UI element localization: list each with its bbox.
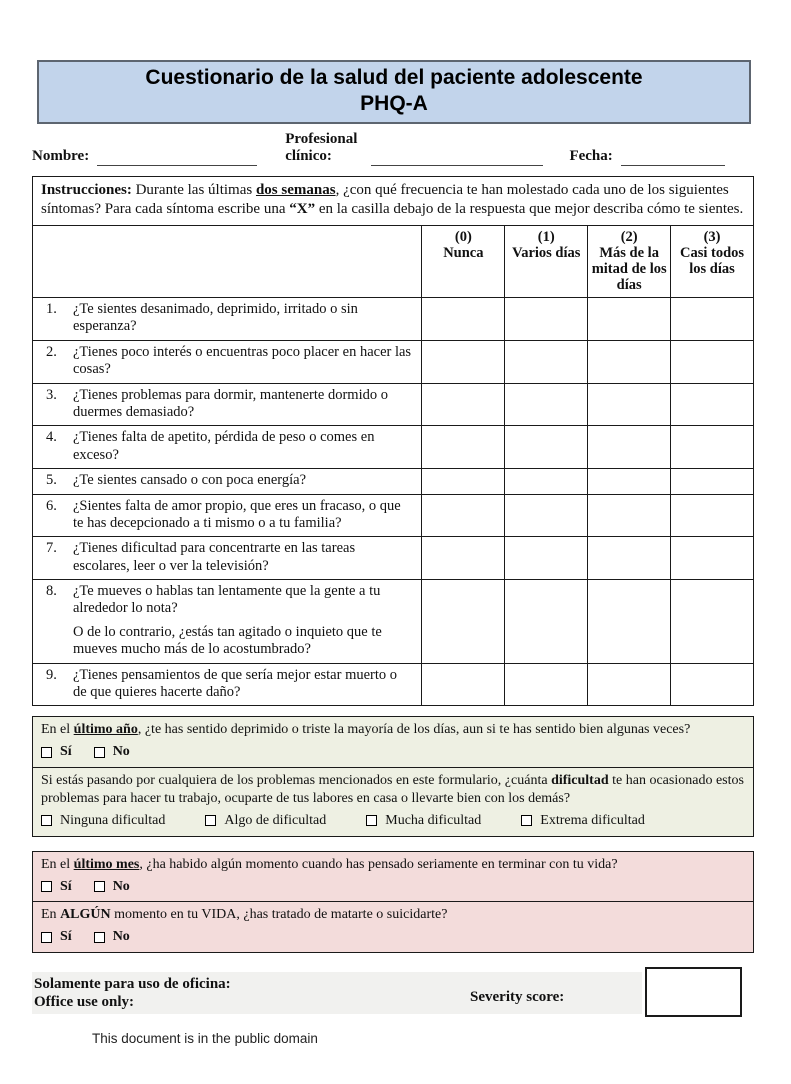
lifetime-seg3: momento en tu VIDA, ¿has tratado de matarte o suicidarte? — [110, 907, 448, 923]
checkbox-icon[interactable] — [41, 932, 52, 943]
answer-cell-q3-0[interactable] — [422, 383, 505, 426]
answer-cell-q1-0[interactable] — [422, 298, 505, 341]
question-number: 8. — [46, 583, 57, 600]
difficulty-label-extrema: Extrema dificultad — [540, 812, 645, 828]
question-number: 6. — [46, 497, 57, 514]
question-number: 3. — [46, 386, 57, 403]
checkbox-icon[interactable] — [41, 815, 52, 826]
last-month-emphasis: último mes — [73, 856, 140, 872]
followup-section — [32, 716, 754, 837]
clinician-input-line[interactable] — [371, 148, 543, 166]
answer-cell-q6-2[interactable] — [588, 494, 671, 537]
answer-cell-q6-1[interactable] — [505, 494, 588, 537]
checkbox-icon[interactable] — [94, 881, 105, 892]
last-year-question-text — [41, 721, 747, 739]
checkbox-icon[interactable] — [41, 881, 52, 892]
difficulty-seg1: Si estás pasando por cualquiera de los problemas mencionados en este formulario, ¿cuánta — [41, 772, 552, 788]
last-year-yes-option[interactable] — [41, 743, 72, 761]
office-use-label-es: Solamente para uso de oficina: — [34, 976, 231, 993]
question-cell-3 — [33, 383, 422, 426]
question-row-5 — [33, 469, 754, 494]
question-number: 2. — [46, 343, 57, 360]
last-year-options — [41, 743, 747, 761]
question-text: ¿Tienes pensamientos de que sería mejor estar muerto o de que quieres hacerte daño? — [73, 666, 398, 701]
lifetime-emphasis: ALGÚN — [60, 907, 111, 923]
question-text-part2: O de lo contrario, ¿estás tan agitado o inquieto que te mueves mucho más de lo acostumbrado? — [73, 623, 382, 658]
question-cell-4 — [33, 426, 422, 469]
question-number: 4. — [46, 429, 57, 446]
question-row-3 — [33, 383, 754, 426]
question-text: ¿Te sientes desanimado, deprimido, irritado o sin esperanza? — [73, 301, 358, 335]
question-cell-1 — [33, 298, 422, 341]
question-text: ¿Tienes poco interés o encuentras poco placer en hacer las cosas? — [73, 343, 412, 378]
no-label: No — [112, 744, 130, 760]
difficulty-question-box — [32, 767, 754, 837]
question-row-7 — [33, 537, 754, 580]
severity-score-label: Severity score: — [470, 989, 565, 1006]
instructions-prefix: Instrucciones: — [41, 182, 132, 198]
lifetime-attempt-options — [41, 928, 747, 946]
header-empty-cell — [33, 226, 422, 298]
question-text: ¿Tienes dificultad para concentrarte en las tareas escolares, leer o ver la televisión? — [73, 540, 356, 574]
header-fields-row — [32, 131, 754, 166]
last-month-yes-option[interactable] — [41, 878, 72, 896]
last-year-seg1: En el — [41, 722, 74, 738]
yes-label: Sí — [60, 744, 72, 760]
column-label-1: Varios días — [512, 245, 581, 261]
last-month-seg1: En el — [41, 856, 74, 872]
last-month-options — [41, 878, 747, 896]
question-cell-8 — [33, 580, 422, 664]
difficulty-seg3: te han ocasionado estos problemas para hacer tu trabajo, ocuparte de tus labores en casa o llevarte bien con los demás? — [41, 772, 744, 806]
last-year-emphasis: último año — [73, 722, 138, 738]
name-input-line[interactable] — [97, 148, 257, 166]
column-label-0: Nunca — [443, 245, 484, 261]
instructions-seg2: Durante las últimas — [131, 182, 256, 198]
column-header-casi-todos — [671, 226, 754, 298]
answer-cell-q5-0[interactable] — [422, 469, 505, 494]
clinician-label-line2: clínico: — [285, 148, 332, 164]
lifetime-yes-option[interactable] — [41, 928, 72, 946]
answer-cell-q7-2[interactable] — [588, 537, 671, 580]
form-title-box — [37, 60, 751, 124]
answer-cell-q5-3[interactable] — [671, 469, 754, 494]
answer-cell-q4-0[interactable] — [422, 426, 505, 469]
answer-cell-q1-3[interactable] — [671, 298, 754, 341]
answer-cell-q5-2[interactable] — [588, 469, 671, 494]
lifetime-no-option[interactable] — [94, 928, 130, 946]
column-header-varios-dias — [505, 226, 588, 298]
instructions-two-weeks: dos semanas — [255, 182, 336, 198]
office-use-label-en: Office use only: — [34, 994, 134, 1011]
answer-cell-q1-2[interactable] — [588, 298, 671, 341]
answer-cell-q2-2[interactable] — [588, 340, 671, 383]
lifetime-seg1: En — [41, 907, 61, 923]
date-label: Fecha: — [569, 148, 613, 164]
question-number: 7. — [46, 540, 57, 557]
instructions-seg4: , ¿con qué frecuencia te han molestado cada uno de los siguientes síntomas? Para cada síntoma escribe una — [41, 182, 729, 217]
symptom-response-table — [32, 176, 754, 706]
question-text: ¿Tienes problemas para dormir, mantenerte dormido o duermes demasiado? — [73, 386, 388, 420]
column-label-2: Más de la mitad de los días — [591, 245, 667, 293]
column-code-1: (1) — [537, 229, 555, 245]
answer-cell-q8-0[interactable] — [422, 580, 505, 664]
last-month-question-text — [41, 856, 747, 874]
question-row-8 — [33, 580, 754, 664]
answer-cell-q9-3[interactable] — [671, 663, 754, 706]
last-month-question-box — [32, 851, 754, 903]
difficulty-option-extrema[interactable] — [521, 812, 645, 830]
question-cell-6 — [33, 494, 422, 537]
column-code-0: (0) — [454, 229, 472, 245]
answer-cell-q4-2[interactable] — [588, 426, 671, 469]
instructions-row — [33, 177, 754, 226]
difficulty-emphasis: dificultad — [551, 772, 609, 788]
answer-cell-q8-3[interactable] — [671, 580, 754, 664]
answer-cell-q5-1[interactable] — [505, 469, 588, 494]
question-number: 5. — [46, 472, 57, 489]
checkbox-icon[interactable] — [205, 815, 216, 826]
answer-cell-q8-1[interactable] — [505, 580, 588, 664]
answer-cell-q9-1[interactable] — [505, 663, 588, 706]
difficulty-label-algo: Algo de dificultad — [224, 812, 327, 828]
column-label-3: Casi todos los días — [680, 245, 745, 277]
question-number: 9. — [46, 666, 57, 683]
difficulty-option-ninguna[interactable] — [41, 812, 165, 830]
answer-cell-q6-0[interactable] — [422, 494, 505, 537]
last-year-question-box — [32, 716, 754, 768]
answer-cell-q2-0[interactable] — [422, 340, 505, 383]
answer-cell-q9-2[interactable] — [588, 663, 671, 706]
column-header-row — [33, 226, 754, 298]
instructions-seg6: en la casilla debajo de la respuesta que mejor describa cómo te sientes. — [315, 201, 744, 217]
clinician-label — [285, 131, 357, 166]
checkbox-icon[interactable] — [366, 815, 377, 826]
column-code-2: (2) — [620, 229, 638, 245]
no-label: No — [112, 929, 130, 945]
answer-cell-q4-3[interactable] — [671, 426, 754, 469]
severity-score-box[interactable] — [645, 967, 742, 1017]
lifetime-attempt-question-text — [41, 906, 747, 924]
answer-cell-q7-1[interactable] — [505, 537, 588, 580]
question-row-6 — [33, 494, 754, 537]
difficulty-label-ninguna: Ninguna dificultad — [60, 812, 166, 828]
column-header-nunca — [422, 226, 505, 298]
lifetime-attempt-question-box — [32, 901, 754, 953]
question-row-4 — [33, 426, 754, 469]
answer-cell-q3-1[interactable] — [505, 383, 588, 426]
question-text: ¿Tienes falta de apetito, pérdida de peso o comes en exceso? — [73, 429, 375, 463]
answer-cell-q3-3[interactable] — [671, 383, 754, 426]
answer-cell-q1-1[interactable] — [505, 298, 588, 341]
question-text: ¿Sientes falta de amor propio, que eres un fracaso, o que te has decepcionado a ti mismo o a tu familia? — [73, 497, 401, 531]
answer-cell-q9-0[interactable] — [422, 663, 505, 706]
suicide-risk-section — [32, 851, 754, 954]
document-page — [32, 60, 754, 1046]
question-row-9 — [33, 663, 754, 706]
yes-label: Sí — [60, 878, 72, 894]
question-row-1 — [33, 298, 754, 341]
difficulty-options — [41, 812, 747, 830]
column-header-mas-de-la-mitad — [588, 226, 671, 298]
answer-cell-q6-3[interactable] — [671, 494, 754, 537]
last-month-seg3: , ¿ha habido algún momento cuando has pensado seriamente en terminar con tu vida? — [139, 856, 618, 872]
date-input-line[interactable] — [621, 148, 725, 166]
last-month-no-option[interactable] — [94, 878, 130, 896]
question-cell-7 — [33, 537, 422, 580]
last-year-seg3: , ¿te has sentido deprimido o triste la mayoría de los días, aun si te has sentido bien algunas veces? — [137, 722, 691, 738]
clinician-label-line1: Profesional — [285, 131, 358, 147]
yes-label: Sí — [60, 929, 72, 945]
last-year-no-option[interactable] — [94, 743, 130, 761]
office-use-section — [32, 967, 754, 1019]
question-text — [73, 583, 417, 659]
no-label: No — [112, 878, 130, 894]
column-code-3: (3) — [703, 229, 721, 245]
page-subtitle: PHQ-A — [360, 92, 428, 115]
instructions-x-mark: “X” — [289, 201, 316, 217]
checkbox-icon[interactable] — [94, 747, 105, 758]
checkbox-icon[interactable] — [521, 815, 532, 826]
difficulty-label-mucha: Mucha dificultad — [385, 812, 482, 828]
answer-cell-q7-0[interactable] — [422, 537, 505, 580]
page-title: Cuestionario de la salud del paciente adolescente — [145, 66, 643, 89]
difficulty-question-text — [41, 772, 747, 808]
difficulty-option-mucha[interactable] — [366, 812, 481, 830]
name-label: Nombre: — [32, 148, 90, 164]
public-domain-note: This document is in the public domain — [92, 1031, 318, 1047]
question-cell-5 — [33, 469, 422, 494]
answer-cell-q4-1[interactable] — [505, 426, 588, 469]
checkbox-icon[interactable] — [41, 747, 52, 758]
question-text-part1: ¿Te mueves o hablas tan lentamente que la gente a tu alrededor lo nota? — [73, 583, 381, 617]
question-cell-2 — [33, 340, 422, 383]
checkbox-icon[interactable] — [94, 932, 105, 943]
answer-cell-q2-1[interactable] — [505, 340, 588, 383]
difficulty-option-algo[interactable] — [205, 812, 326, 830]
question-text: ¿Te sientes cansado o con poca energía? — [73, 472, 307, 489]
question-row-2 — [33, 340, 754, 383]
question-number: 1. — [46, 301, 57, 317]
answer-cell-q2-3[interactable] — [671, 340, 754, 383]
question-cell-9 — [33, 663, 422, 706]
answer-cell-q3-2[interactable] — [588, 383, 671, 426]
answer-cell-q7-3[interactable] — [671, 537, 754, 580]
instructions-text — [33, 177, 754, 226]
answer-cell-q8-2[interactable] — [588, 580, 671, 664]
